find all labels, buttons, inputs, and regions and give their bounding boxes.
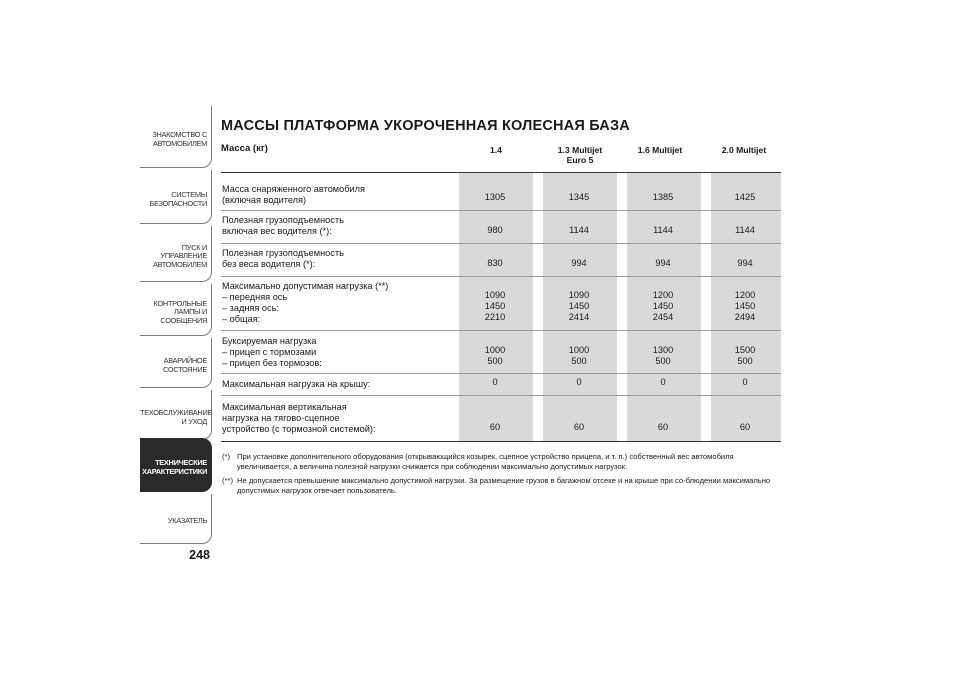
row-divider — [221, 276, 781, 277]
table-cell: 994 — [655, 258, 671, 268]
column-header: 1.4 — [490, 145, 502, 155]
row-label: Полезная грузоподъемность включая вес водителя (*): — [222, 215, 344, 236]
row-divider — [221, 243, 781, 244]
row-divider — [221, 210, 781, 211]
table-cell: 1000 500 — [484, 345, 506, 366]
table-top-rule — [221, 172, 781, 173]
table-cell: 1200 1450 2454 — [652, 290, 674, 322]
table-cell: 1300 500 — [652, 345, 674, 366]
row-label: Максимальная нагрузка на крышу: — [222, 379, 371, 389]
table-cell: 1305 — [484, 192, 506, 202]
table-cell: 1500 500 — [734, 345, 756, 366]
table-cell: 0 — [492, 377, 498, 387]
sidebar-item-label: СИСТЕМЫ БЕЗОПАСНОСТИ — [149, 190, 207, 208]
sidebar-item-label: КОНТРОЛЬНЫЕ ЛАМПЫ И СООБЩЕНИЯ — [153, 299, 207, 325]
sidebar-item-label: УКАЗАТЕЛЬ — [167, 516, 207, 526]
column-header: 1.6 Multijet — [637, 145, 683, 155]
footnote — [222, 452, 786, 472]
sidebar-item-index[interactable] — [140, 494, 212, 544]
table-cell: 1144 — [569, 225, 589, 235]
sidebar-item-safety[interactable] — [140, 170, 212, 224]
sidebar-item-driving[interactable] — [140, 226, 212, 282]
row-label: Полезная грузоподъемность без веса водителя (*): — [222, 248, 344, 269]
table-cell: 1200 1450 2494 — [734, 290, 756, 322]
row-divider — [221, 395, 781, 396]
footnote-text: Не допускается превышение максимально допустимой нагрузки. За размещение грузов в багажном отсеке и на крыше при со-блюдении максимально допустимых нагрузок отвечает пользователь. — [237, 476, 771, 495]
sidebar-item-emergency[interactable] — [140, 338, 212, 388]
row-divider — [221, 330, 781, 331]
table-cell: 980 — [487, 225, 503, 235]
sidebar-item-label: ЗНАКОМСТВО С АВТОМОБИЛЕМ — [152, 130, 207, 148]
table-cell: 0 — [576, 377, 582, 387]
row-label: Буксируемая нагрузка – прицеп с тормозами – прицеп без тормозов: — [222, 336, 322, 368]
footnote-mark: (*) — [222, 452, 231, 461]
sidebar-item-label: ПУСК И УПРАВЛЕНИЕ АВТОМОБИЛЕМ — [153, 243, 207, 269]
sidebar-item-specifications[interactable] — [140, 438, 212, 492]
footnote-mark: (**) — [222, 476, 233, 485]
column-header: 2.0 Multijet — [721, 145, 767, 155]
column-header: 1.3 Multijet Euro 5 — [557, 145, 603, 165]
table-cell: 1425 — [734, 192, 756, 202]
table-cell: 1345 — [568, 192, 590, 202]
table-cell: 1090 1450 2210 — [484, 290, 506, 322]
row-label: Максимальная вертикальная нагрузка на тягово-сцепное устройство (с тормозной системой): — [222, 402, 376, 434]
row-label: Максимально допустимая нагрузка (**) – передняя ось – задняя ось: – общая: — [222, 281, 389, 324]
sidebar-item-maintenance[interactable] — [140, 390, 212, 440]
table-cell: 60 — [657, 422, 669, 432]
page-title: МАССЫ ПЛАТФОРМА УКОРОЧЕННАЯ КОЛЕСНАЯ БАЗА — [221, 118, 630, 134]
sidebar-nav — [140, 106, 212, 546]
table-cell: 0 — [742, 377, 748, 387]
row-divider — [221, 373, 781, 374]
table-cell: 1385 — [652, 192, 674, 202]
table-cell: 1144 — [735, 225, 755, 235]
table-cell: 60 — [489, 422, 501, 432]
table-bottom-rule — [221, 441, 781, 442]
sidebar-item-warning-lights[interactable] — [140, 284, 212, 336]
footnote — [222, 476, 786, 496]
row-label: Масса снаряженного автомобиля (включая водителя) — [222, 184, 365, 205]
footnote-text: При установке дополнительного оборудования (открывающийся козырек, сцепное устройство прицепа, и т. п.) собственный вес автомобиля увеличивается, а величина полезной нагрузки снижается при соблюдении максимально допустимых нагрузок. — [237, 452, 734, 471]
sidebar-item-label: ТЕХОБСЛУЖИВАНИЕ И УХОД — [140, 408, 213, 426]
page-number: 248 — [189, 548, 210, 562]
sidebar-item-label: ТЕХНИЧЕСКИЕ ХАРАКТЕРИСТИКИ — [142, 458, 207, 476]
table-cell: 994 — [737, 258, 753, 268]
table-cell: 1090 1450 2414 — [568, 290, 590, 322]
table-cell: 1000 500 — [568, 345, 590, 366]
table-cell: 0 — [660, 377, 666, 387]
sidebar-item-label: АВАРИЙНОЕ СОСТОЯНИЕ — [163, 356, 207, 374]
table-cell: 830 — [487, 258, 503, 268]
table-header-label: Масса (кг) — [221, 143, 268, 154]
table-cell: 60 — [739, 422, 751, 432]
table-cell: 1144 — [653, 225, 673, 235]
table-cell: 994 — [571, 258, 587, 268]
sidebar-item-intro[interactable] — [140, 106, 212, 168]
table-cell: 60 — [573, 422, 585, 432]
